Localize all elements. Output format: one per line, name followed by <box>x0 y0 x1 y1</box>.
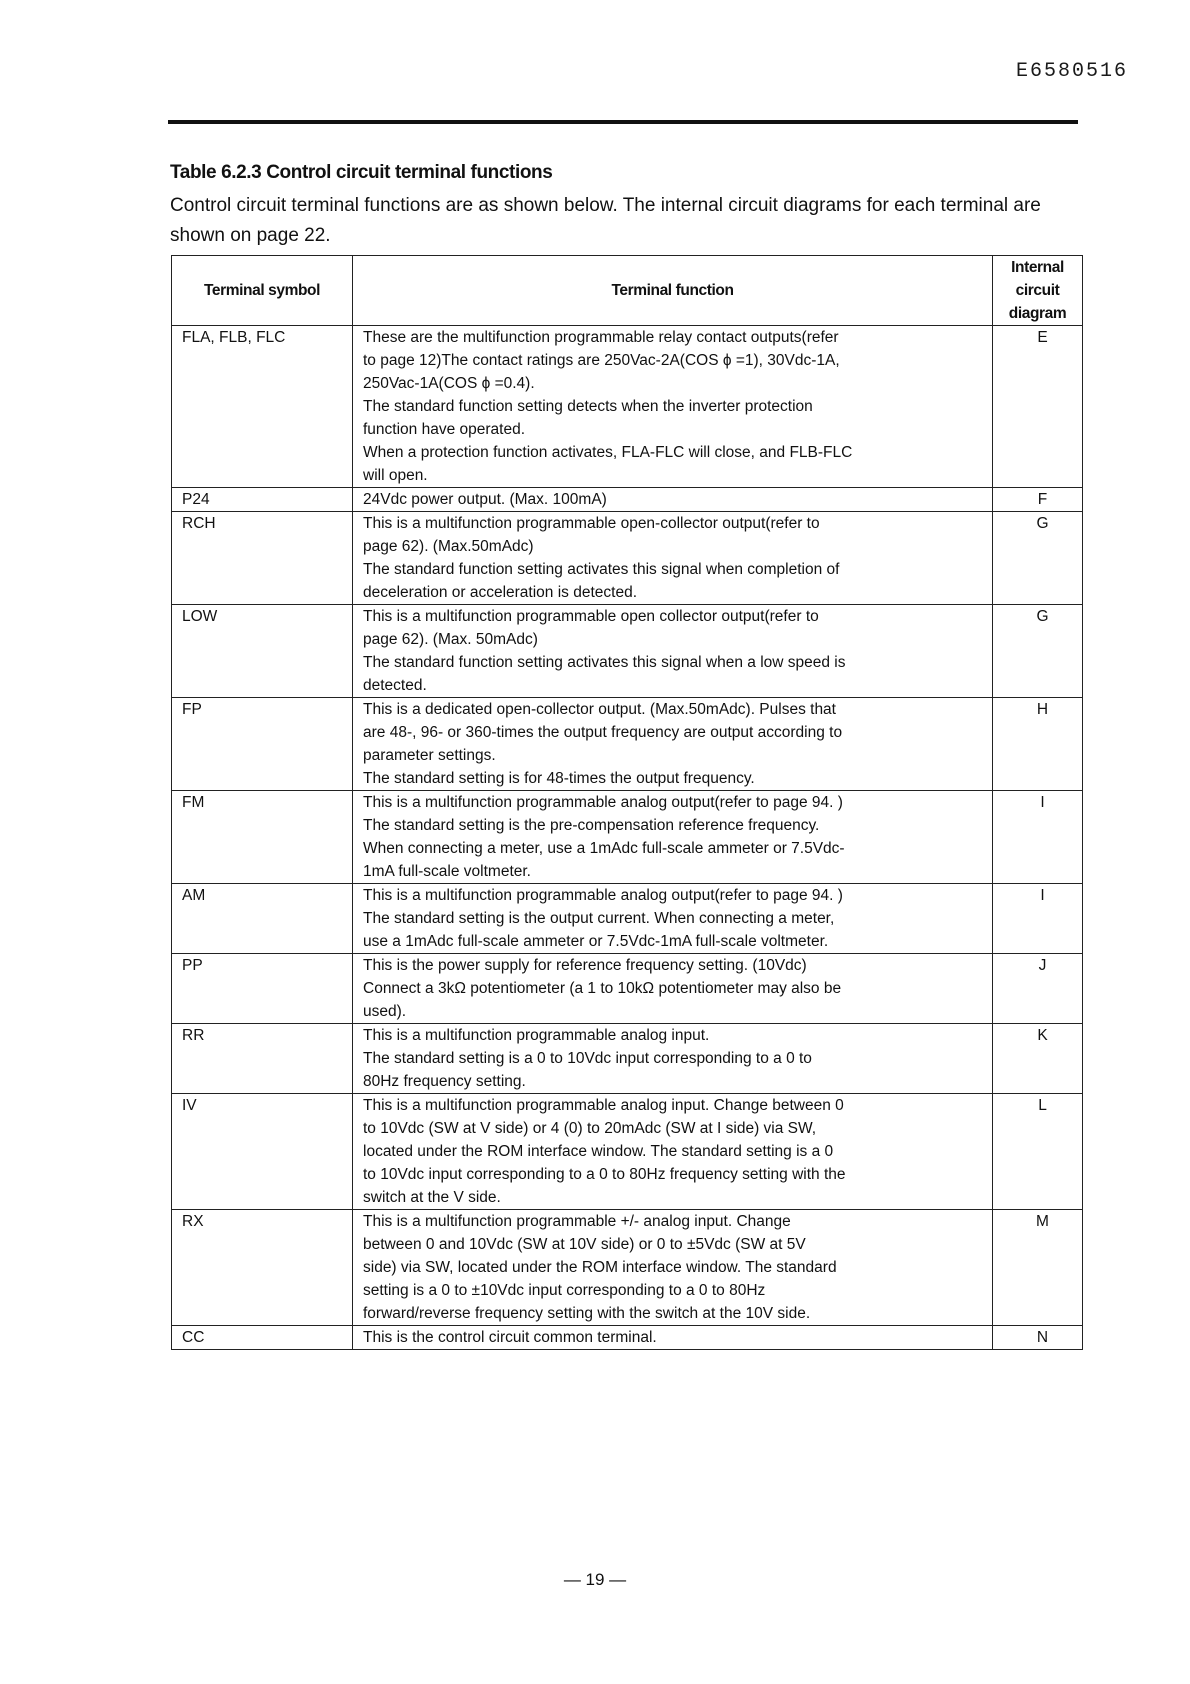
internal-circuit-diagram-cell: M <box>993 1210 1083 1326</box>
function-text-line: forward/reverse frequency setting with the switch at the 10V side. <box>363 1305 811 1322</box>
internal-circuit-diagram-cell: G <box>993 605 1083 698</box>
function-text-line: switch at the V side. <box>363 1189 501 1206</box>
function-text-line: to 10Vdc (SW at V side) or 4 (0) to 20mAdc (SW at I side) via SW, <box>363 1120 817 1137</box>
function-text-line: 24Vdc power output. (Max. 100mA) <box>363 491 607 508</box>
function-text-line: located under the ROM interface window. The standard setting is a 0 <box>363 1143 834 1160</box>
function-text-line: The standard setting is for 48-times the output frequency. <box>363 770 755 787</box>
function-text-line: The standard setting is the pre-compensation reference frequency. <box>363 817 820 834</box>
terminal-symbol-cell: RX <box>172 1210 353 1326</box>
function-text-line: function have operated. <box>363 421 526 438</box>
function-text-line: deceleration or acceleration is detected. <box>363 584 637 601</box>
function-text-line: The standard function setting activates this signal when a low speed is <box>363 654 846 671</box>
terminal-function-cell <box>353 884 993 954</box>
function-text-line: When connecting a meter, use a 1mAdc full-scale ammeter or 7.5Vdc- <box>363 840 845 857</box>
function-text-line: parameter settings. <box>363 747 496 764</box>
internal-circuit-diagram-cell: G <box>993 512 1083 605</box>
function-text-line: used). <box>363 1003 407 1020</box>
function-text-line: 80Hz frequency setting. <box>363 1073 526 1090</box>
page-number: — 19 — <box>563 1570 627 1589</box>
terminal-function-cell <box>353 488 993 512</box>
table-row <box>172 791 1083 884</box>
document-code: E6580516 <box>1016 60 1129 83</box>
terminal-function-cell <box>353 1326 993 1350</box>
function-text-line: These are the multifunction programmable relay contact outputs(refer <box>363 329 839 346</box>
internal-circuit-diagram-cell: E <box>993 326 1083 488</box>
header-internal-circuit-diagram <box>993 256 1083 326</box>
terminal-symbol-cell: P24 <box>172 488 353 512</box>
table-row <box>172 326 1083 488</box>
terminal-symbol-cell: IV <box>172 1094 353 1210</box>
internal-circuit-diagram-cell: H <box>993 698 1083 791</box>
function-text-line: to page 12)The contact ratings are 250Vac-2A(COS ϕ =1), 30Vdc-1A, <box>363 352 840 369</box>
terminal-function-cell <box>353 1210 993 1326</box>
function-text-line: setting is a 0 to ±10Vdc input corresponding to a 0 to 80Hz <box>363 1282 766 1299</box>
function-text-line: page 62). (Max. 50mAdc) <box>363 631 538 648</box>
table-row <box>172 488 1083 512</box>
internal-circuit-diagram-cell: I <box>993 884 1083 954</box>
terminal-function-cell <box>353 512 993 605</box>
function-text-line: The standard function setting detects when the inverter protection <box>363 398 813 415</box>
header-rule <box>168 120 1078 124</box>
header-terminal-symbol: Terminal symbol <box>172 256 353 326</box>
function-text-line: This is the control circuit common terminal. <box>363 1329 657 1346</box>
internal-circuit-diagram-cell: F <box>993 488 1083 512</box>
terminal-function-cell <box>353 1024 993 1094</box>
function-text-line: This is a multifunction programmable analog output(refer to page 94. ) <box>363 794 843 811</box>
function-text-line: between 0 and 10Vdc (SW at 10V side) or 0 to ±5Vdc (SW at 5V <box>363 1236 806 1253</box>
internal-circuit-diagram-cell: I <box>993 791 1083 884</box>
terminal-symbol-cell: AM <box>172 884 353 954</box>
function-text-line: This is a dedicated open-collector output. (Max.50mAdc). Pulses that <box>363 701 836 718</box>
table-row <box>172 1210 1083 1326</box>
function-text-line: The standard setting is the output current. When connecting a meter, <box>363 910 835 927</box>
table-row <box>172 1024 1083 1094</box>
terminal-symbol-cell: FP <box>172 698 353 791</box>
function-text-line: The standard setting is a 0 to 10Vdc input corresponding to a 0 to <box>363 1050 812 1067</box>
table-row <box>172 512 1083 605</box>
function-text-line: This is a multifunction programmable analog input. <box>363 1027 710 1044</box>
internal-circuit-diagram-cell: K <box>993 1024 1083 1094</box>
header-diagram-line: Internal <box>1011 259 1064 276</box>
terminal-symbol-cell: FM <box>172 791 353 884</box>
table-body <box>172 326 1083 1350</box>
function-text-line: This is a multifunction programmable analog output(refer to page 94. ) <box>363 887 843 904</box>
function-text-line: 1mA full-scale voltmeter. <box>363 863 531 880</box>
internal-circuit-diagram-cell: N <box>993 1326 1083 1350</box>
function-text-line: This is the power supply for reference frequency setting. (10Vdc) <box>363 957 807 974</box>
terminal-function-cell <box>353 605 993 698</box>
terminal-function-cell <box>353 1094 993 1210</box>
function-text-line: This is a multifunction programmable open collector output(refer to <box>363 608 819 625</box>
table-row <box>172 605 1083 698</box>
intro-paragraph: Control circuit terminal functions are as shown below. The internal circuit diagrams for each terminal are shown on page 22. <box>170 195 1041 246</box>
table-row <box>172 698 1083 791</box>
terminal-symbol-cell: RCH <box>172 512 353 605</box>
function-text-line: page 62). (Max.50mAdc) <box>363 538 534 555</box>
table-row <box>172 1326 1083 1350</box>
table-row <box>172 1094 1083 1210</box>
terminal-symbol-cell: RR <box>172 1024 353 1094</box>
table-row <box>172 884 1083 954</box>
function-text-line: to 10Vdc input corresponding to a 0 to 80Hz frequency setting with the <box>363 1166 846 1183</box>
terminal-function-cell <box>353 791 993 884</box>
function-text-line: use a 1mAdc full-scale ammeter or 7.5Vdc-1mA full-scale voltmeter. <box>363 933 829 950</box>
terminal-function-cell <box>353 326 993 488</box>
terminal-symbol-cell: CC <box>172 1326 353 1350</box>
table-title: Table 6.2.3 Control circuit terminal functions <box>170 162 553 183</box>
internal-circuit-diagram-cell: L <box>993 1094 1083 1210</box>
function-text-line: detected. <box>363 677 427 694</box>
terminal-symbol-cell: LOW <box>172 605 353 698</box>
function-text-line: Connect a 3kΩ potentiometer (a 1 to 10kΩ potentiometer may also be <box>363 980 842 997</box>
terminal-function-cell <box>353 698 993 791</box>
function-text-line: side) via SW, located under the ROM interface window. The standard <box>363 1259 837 1276</box>
terminal-function-cell <box>353 954 993 1024</box>
terminal-symbol-cell: PP <box>172 954 353 1024</box>
function-text-line: 250Vac-1A(COS ϕ =0.4). <box>363 375 535 392</box>
function-text-line: are 48-, 96- or 360-times the output frequency are output according to <box>363 724 843 741</box>
header-terminal-function: Terminal function <box>353 256 993 326</box>
function-text-line: When a protection function activates, FLA-FLC will close, and FLB-FLC <box>363 444 853 461</box>
function-text-line: This is a multifunction programmable open-collector output(refer to <box>363 515 820 532</box>
internal-circuit-diagram-cell: J <box>993 954 1083 1024</box>
table-row <box>172 954 1083 1024</box>
header-diagram-line: diagram <box>1008 305 1067 322</box>
header-diagram-line: circuit <box>1015 282 1060 299</box>
function-text-line: will open. <box>363 467 428 484</box>
function-text-line: This is a multifunction programmable analog input. Change between 0 <box>363 1097 844 1114</box>
terminal-functions-table <box>171 255 1083 1350</box>
terminal-symbol-cell: FLA, FLB, FLC <box>172 326 353 488</box>
function-text-line: The standard function setting activates this signal when completion of <box>363 561 840 578</box>
function-text-line: This is a multifunction programmable +/- analog input. Change <box>363 1213 791 1230</box>
